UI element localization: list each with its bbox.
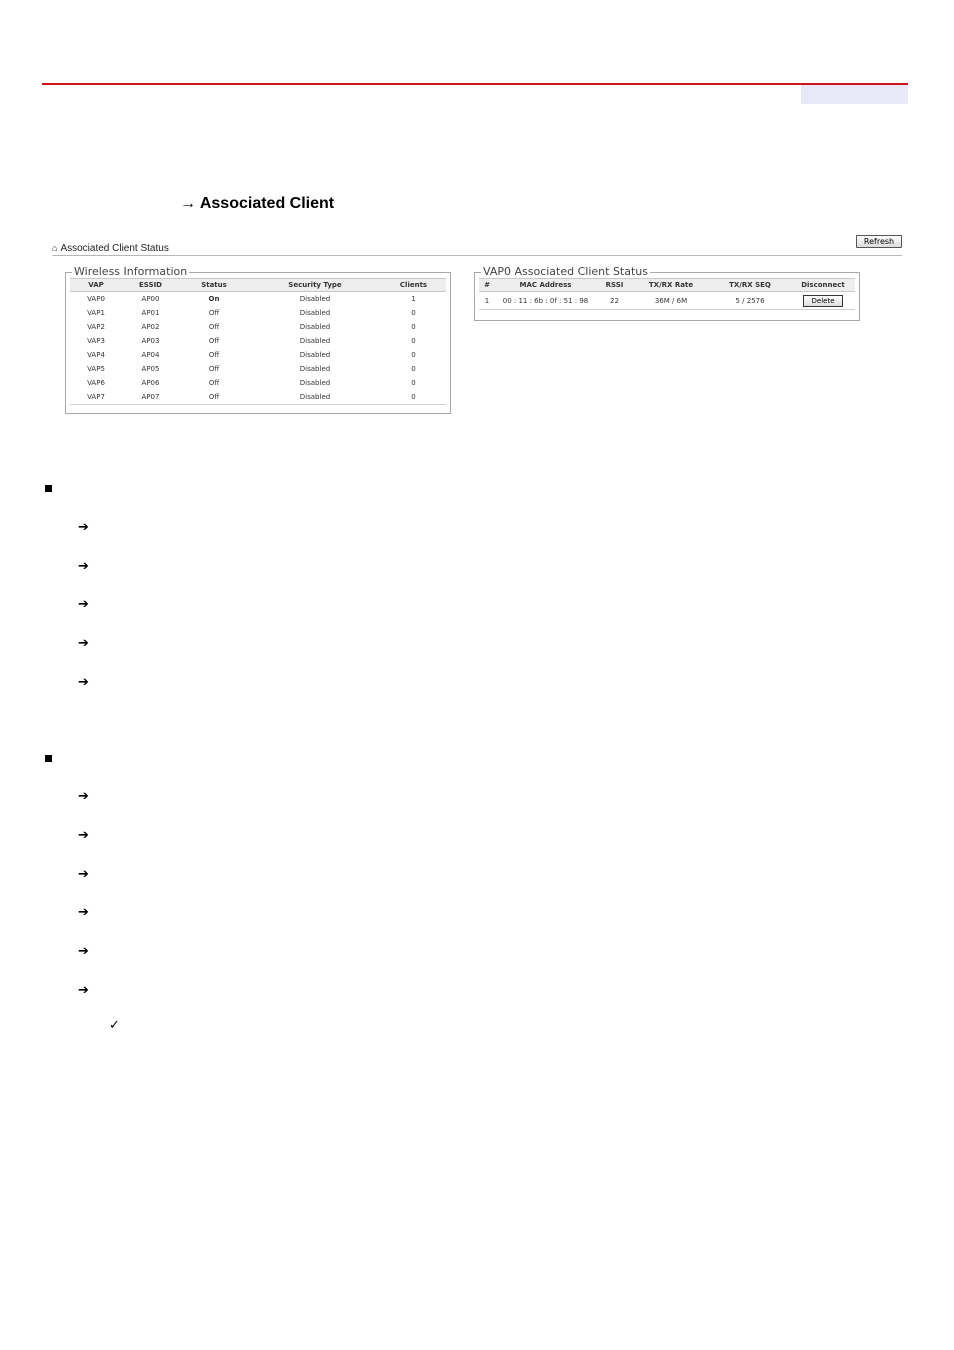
security-cell: Disabled (299, 323, 331, 331)
security-cell: Disabled (299, 337, 331, 345)
security-cell: Disabled (249, 390, 381, 405)
essid-cell: AP00 (141, 295, 160, 303)
status-cell: Off (208, 351, 220, 359)
essid-cell: AP03 (141, 337, 160, 345)
delete-client-button[interactable]: Delete (803, 295, 843, 307)
breadcrumb: → Associated Client (180, 195, 335, 212)
check-icon: ✓ (109, 1018, 120, 1033)
column-header: # (479, 279, 495, 292)
security-cell: Disabled (299, 365, 331, 373)
clients-cell: 0 (411, 379, 416, 387)
column-header: Status (179, 279, 249, 292)
header-divider (52, 255, 902, 256)
status-cell: Off (208, 323, 220, 331)
vap-cell: VAP0 (87, 295, 105, 303)
column-header: TX/RX SEQ (709, 279, 791, 292)
vap-cell: VAP6 (87, 379, 105, 387)
status-cell: Off (179, 390, 249, 405)
vap-cell: VAP4 (87, 351, 105, 359)
table-row (70, 292, 446, 307)
vap-cell: VAP5 (87, 365, 105, 373)
vap-cell: VAP2 (87, 323, 105, 331)
status-cell: Off (208, 365, 220, 373)
tx-rx-rate-cell: 36M / 6M (633, 292, 709, 310)
arrow-bullet-icon: ➔ (78, 866, 89, 881)
arrow-bullet-icon: ➔ (78, 519, 89, 534)
vap-cell: VAP7 (70, 390, 122, 405)
status-cell: Off (208, 337, 220, 345)
wireless-information-table (70, 278, 446, 405)
rssi-cell: 22 (596, 292, 633, 310)
status-cell: On (208, 295, 220, 303)
table-row (70, 376, 446, 390)
page-title: Associated Client Status (60, 243, 169, 254)
table-row (70, 320, 446, 334)
vap0-associated-client-panel (474, 266, 860, 321)
wireless-information-panel (65, 266, 451, 414)
top-tab-marker (801, 85, 908, 104)
square-bullet-icon (45, 485, 52, 492)
clients-cell: 1 (411, 295, 416, 303)
square-bullet-icon (45, 755, 52, 762)
essid-cell: AP07 (122, 390, 179, 405)
column-header: ESSID (122, 279, 179, 292)
clients-cell: 0 (411, 309, 416, 317)
security-cell: Disabled (299, 379, 331, 387)
vap0-associated-client-legend: VAP0 Associated Client Status (483, 265, 648, 278)
column-header: VAP (70, 279, 122, 292)
essid-cell: AP04 (141, 351, 160, 359)
table-row (70, 390, 446, 405)
table-row (70, 348, 446, 362)
security-cell: Disabled (299, 295, 331, 303)
essid-cell: AP06 (141, 379, 160, 387)
arrow-bullet-icon: ➔ (78, 788, 89, 803)
clients-cell: 0 (411, 337, 416, 345)
arrow-bullet-icon: ➔ (78, 982, 89, 997)
arrow-bullet-icon: ➔ (78, 596, 89, 611)
security-cell: Disabled (299, 351, 331, 359)
tx-rx-seq-cell: 5 / 2576 (709, 292, 791, 310)
essid-cell: AP01 (141, 309, 160, 317)
home-icon: ⌂ (52, 243, 58, 253)
clients-cell: 0 (381, 390, 446, 405)
mac-address-cell: 00 : 11 : 6b : 0f : 51 : 98 (495, 292, 596, 310)
status-cell: Off (208, 379, 220, 387)
arrow-bullet-icon: ➔ (78, 943, 89, 958)
page-header (52, 243, 169, 254)
column-header: Security Type (249, 279, 381, 292)
vap-cell: VAP3 (87, 337, 105, 345)
top-rule (42, 83, 908, 85)
refresh-button[interactable]: Refresh (856, 235, 902, 248)
table-row (479, 292, 855, 310)
disconnect-cell (791, 292, 855, 310)
arrow-bullet-icon: ➔ (78, 827, 89, 842)
associated-client-table (479, 278, 855, 310)
column-header: TX/RX Rate (633, 279, 709, 292)
client-number-cell: 1 (479, 292, 495, 310)
arrow-bullet-icon: ➔ (78, 558, 89, 573)
arrow-bullet-icon: ➔ (78, 635, 89, 650)
column-header: Clients (381, 279, 446, 292)
clients-cell: 0 (411, 351, 416, 359)
arrow-bullet-icon: ➔ (78, 674, 89, 689)
clients-cell: 0 (411, 323, 416, 331)
vap-cell: VAP1 (87, 309, 105, 317)
table-row (70, 306, 446, 320)
column-header: Disconnect (791, 279, 855, 292)
column-header: MAC Address (495, 279, 596, 292)
essid-cell: AP05 (141, 365, 160, 373)
security-cell: Disabled (299, 309, 331, 317)
essid-cell: AP02 (141, 323, 160, 331)
table-row (70, 362, 446, 376)
column-header: RSSI (596, 279, 633, 292)
clients-cell: 0 (411, 365, 416, 373)
wireless-information-legend: Wireless Information (74, 265, 188, 278)
arrow-bullet-icon: ➔ (78, 904, 89, 919)
status-cell: Off (208, 309, 220, 317)
table-row (70, 334, 446, 348)
